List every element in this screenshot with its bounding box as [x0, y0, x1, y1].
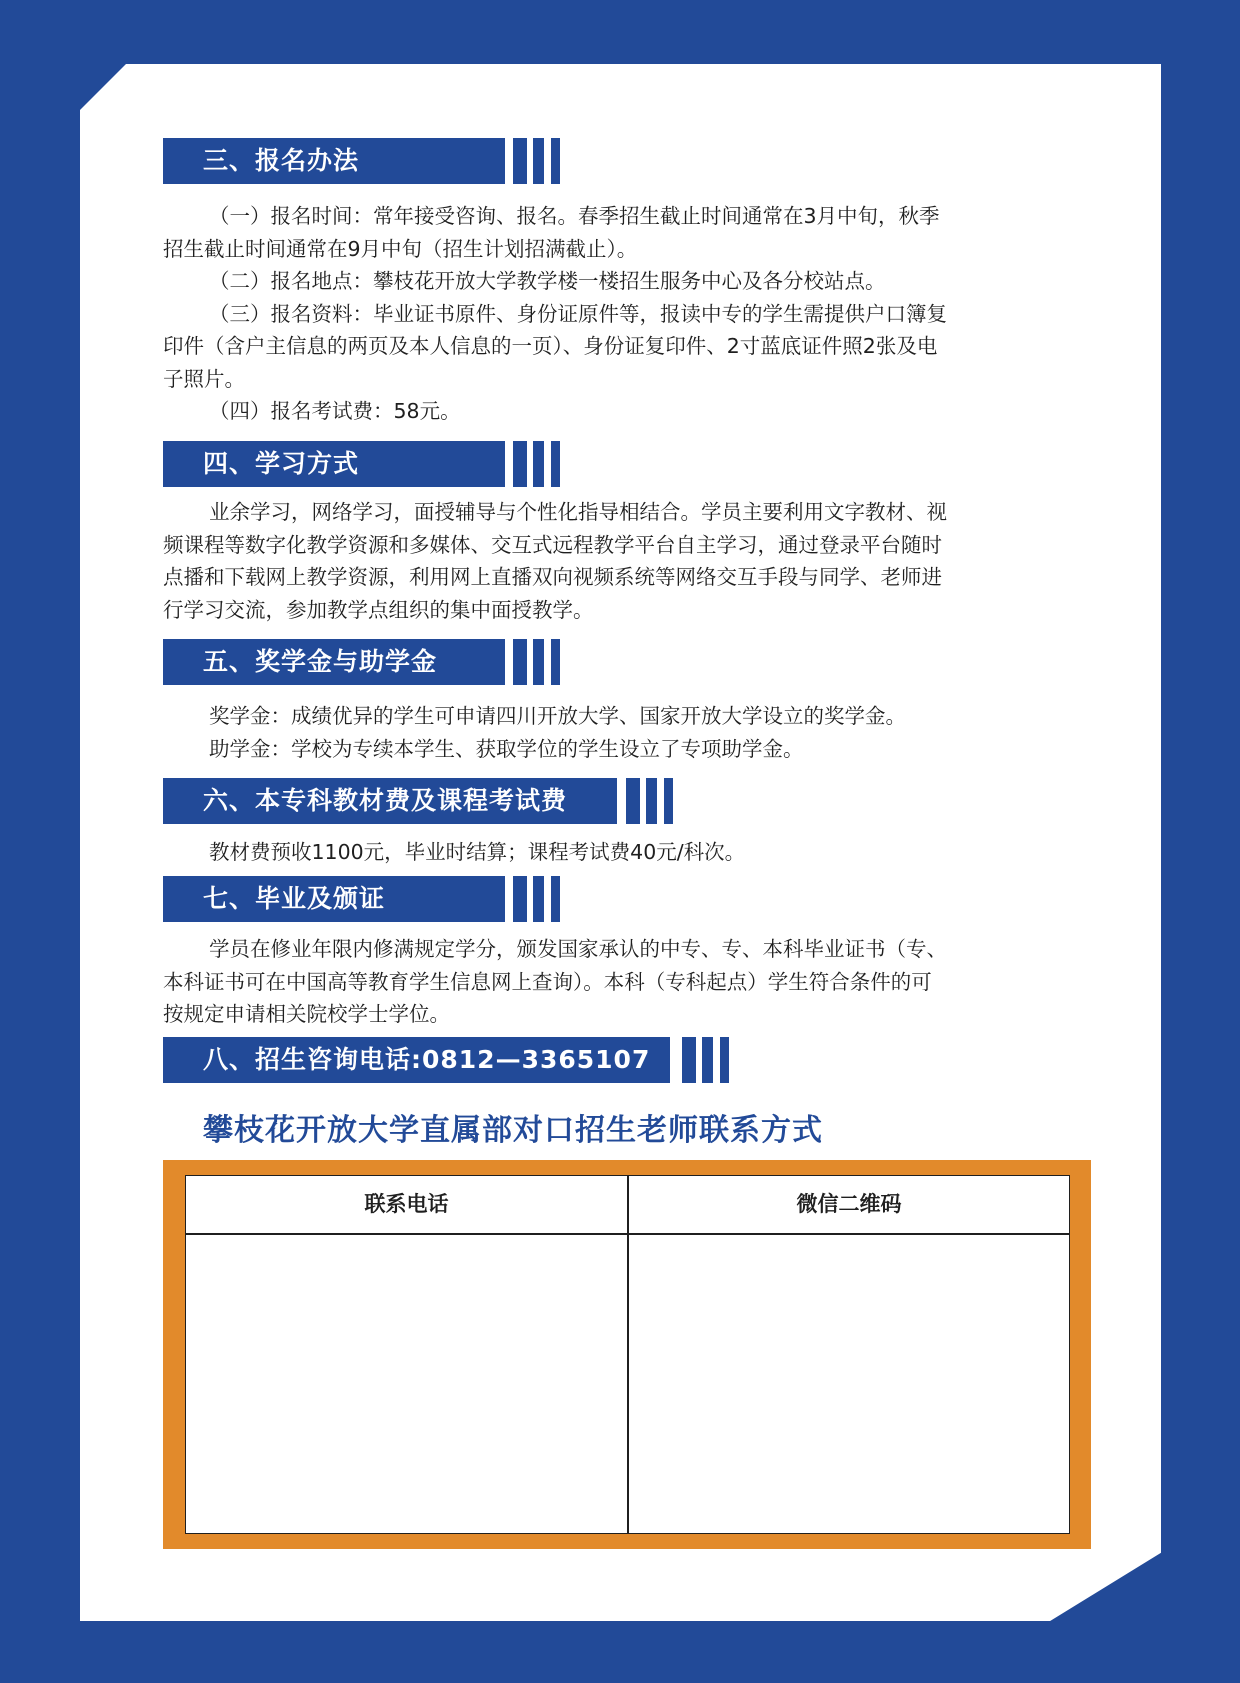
s3-p4: （四）报名考试费：58元。 — [209, 399, 461, 423]
contact-table — [185, 1175, 1070, 1534]
s3-p1-line2: 招生截止时间通常在9月中旬（招生计划招满截止）。 — [163, 236, 638, 261]
s3-p3-line1: （三）报名资料：毕业证书原件、身份证原件等，报读中专的学生需提供户口簿复 — [209, 301, 947, 326]
s3-p2: （二）报名地点：攀枝花开放大学教学楼一楼招生服务中心及各分校站点。 — [209, 269, 886, 293]
s7-line2: 本科证书可在中国高等教育学生信息网上查询）。本科（专科起点）学生符合条件的可 — [163, 969, 932, 994]
s4-line3: 点播和下载网上教学资源，利用网上直播双向视频系统等网络交互手段与同学、老师进 — [163, 565, 942, 589]
s3-p3-line2: 印件（含户主信息的两页及本人信息的一页）、身份证复印件、2寸蓝底证件照2张及电 — [163, 334, 938, 358]
s4-line1: 业余学习，网络学习，面授辅导与个性化指导相结合。学员主要利用文字教材、视 — [209, 500, 947, 524]
s4-line2: 频课程等数字化教学资源和多媒体、交互式远程教学平台自主学习，通过登录平台随时 — [163, 532, 942, 557]
s3-p3-line3: 子照片。 — [163, 366, 245, 391]
section-7-body — [163, 933, 1083, 1031]
section-title: 五、奖学金与助学金 — [163, 639, 505, 685]
column-divider — [627, 1176, 629, 1533]
s5-line2: 助学金：学校为专续本学生、获取学位的学生设立了专项助学金。 — [209, 736, 804, 761]
s4-line4: 行学习交流，参加教学点组织的集中面授教学。 — [163, 597, 594, 622]
s7-line3: 按规定申请相关院校学士学位。 — [163, 1002, 450, 1026]
section-4-body — [163, 496, 1083, 626]
col-wechat-header: 微信二维码 — [796, 1192, 902, 1216]
section-title: 三、报名办法 — [163, 138, 505, 184]
section-3-body — [163, 200, 1083, 428]
s7-line1: 学员在修业年限内修满规定学分，颁发国家承认的中专、专、本科毕业证书（专、 — [209, 937, 947, 961]
section-title: 八、招生咨询电话:0812—3365107 — [163, 1037, 670, 1083]
s6-line1: 教材费预收1100元，毕业时结算；课程考试费40元/科次。 — [209, 840, 746, 864]
s5-line1: 奖学金：成绩优异的学生可申请四川开放大学、国家开放大学设立的奖学金。 — [209, 704, 906, 728]
section-title: 四、学习方式 — [163, 441, 505, 487]
contact-title: 攀枝花开放大学直属部对口招生老师联系方式 — [203, 1113, 823, 1148]
section-title: 六、本专科教材费及课程考试费 — [163, 778, 617, 824]
s3-p1-line1: （一）报名时间：常年接受咨询、报名。春季招生截止时间通常在3月中旬，秋季 — [209, 204, 940, 228]
section-6-body — [163, 836, 1083, 869]
section-title: 七、毕业及颁证 — [163, 876, 505, 922]
col-phone-header: 联系电话 — [364, 1192, 449, 1216]
section-5-body — [163, 700, 1083, 765]
